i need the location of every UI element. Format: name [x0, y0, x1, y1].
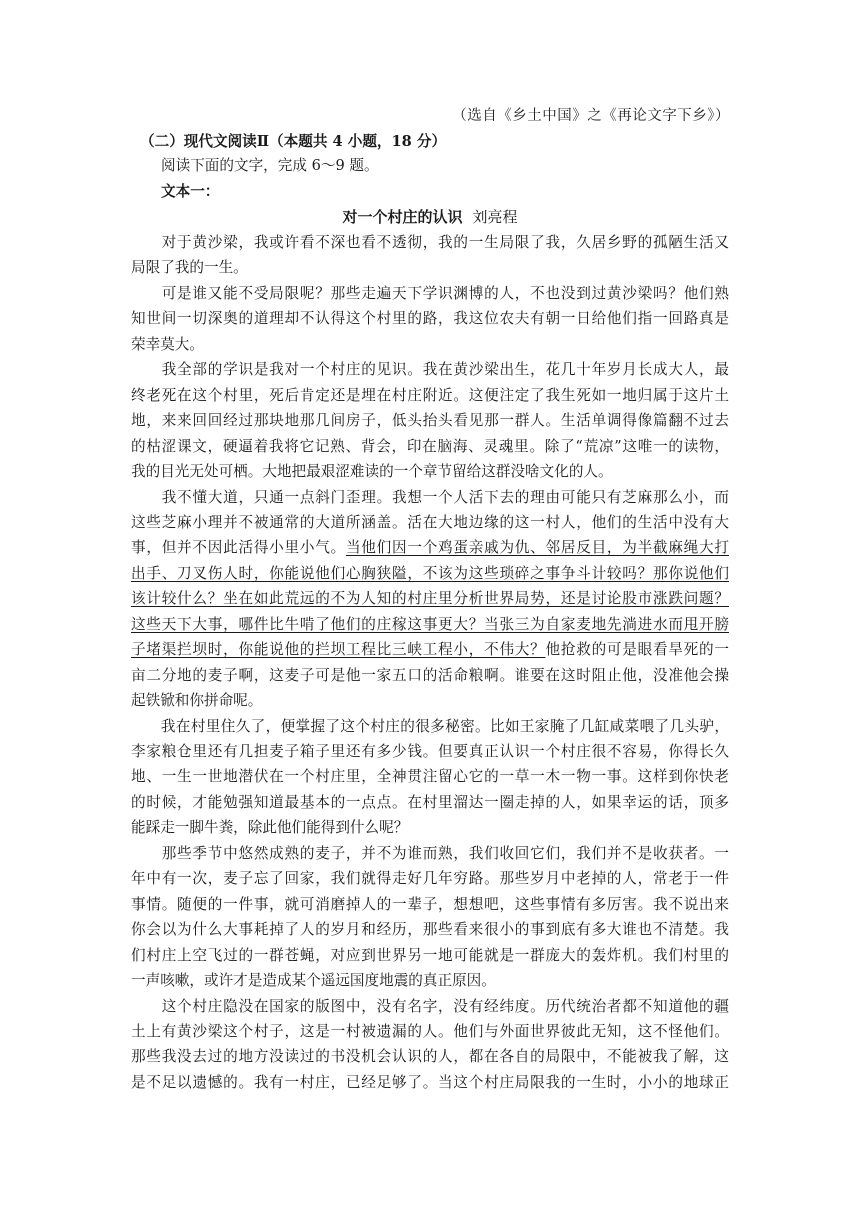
body-line: 知世间一切深奥的道理却不认得这个村里的路，我这位农夫有朝一日给他们指一回路真是	[131, 310, 729, 328]
body-line: 这些芝麻小理并不被通常的大道所涵盖。活在大地边缘的这一村人，他们的生活中没有大	[131, 513, 729, 531]
underlined-passage: 该计较什么？坐在如此荒远的不为人知的村庄里分析世界局势，还是讨论股市涨跌问题？	[131, 590, 729, 608]
body-line	[131, 613, 729, 637]
body-line: 那些季节中悠然成熟的麦子，并不为谁而熟，我们收回它们，我们并不是收获者。一	[131, 844, 729, 862]
body-line	[131, 587, 729, 611]
body-line: 地、一生一世地潜伏在一个村庄里，全神贯注留心它的一草一木一物一事。这样到你快老	[131, 768, 729, 786]
body-line: 土上有黄沙梁这个村子，这是一村被遗漏的人。他们与外面世界彼此无知，这不怪他们。	[131, 1022, 729, 1040]
body-line: 我在村里住久了，便掌握了这个村庄的很多秘密。比如王家腌了几缸咸菜喂了几头驴，	[131, 717, 729, 735]
body-line	[131, 638, 729, 662]
body-line: 起铁锨和你拼命呢。	[131, 692, 263, 710]
body-line: 荣幸莫大。	[131, 335, 204, 353]
body-line: 我全部的学识是我对一个村庄的见识。我在黄沙梁出生，花几十年岁月长成大人，最	[131, 361, 729, 379]
article-title: 对一个村庄的认识	[342, 208, 463, 226]
body-line: 这个村庄隐没在国家的版图中，没有名字，没有经纬度。历代统治者都不知道他的疆	[131, 997, 729, 1015]
body-line: 是不足以遗憾的。我有一村庄，已经足够了。当这个村庄局限我的一生时，小小的地球正	[131, 1073, 729, 1091]
body-line: 李家粮仓里还有几担麦子箱子里还有多少钱。但要真正认识一个村庄很不容易，你得长久	[131, 743, 729, 760]
body-line: 年中有一次，麦子忘了回家，我们就得走好几年穷路。那些岁月中老掉的人，常老于一件	[131, 870, 729, 888]
underlined-passage: 子堵渠拦坝时，你能说他的拦坝工程比三峡工程小，不伟大？	[131, 641, 546, 659]
body-line: 的枯涩课文，硬逼着我将它记熟、背会，印在脑海、灵魂里。除了“荒凉”这唯一的读物，	[131, 437, 729, 455]
article-title-block	[0, 206, 860, 227]
line-text: 他抢救的可是眼看旱死的一	[545, 641, 729, 659]
source-note: （选自《乡土中国》之《再论文字下乡》）	[452, 108, 730, 124]
body-line: 对于黄沙梁，我或许看不深也看不透彻，我的一生局限了我，久居乡野的孤陋生活又	[131, 234, 729, 251]
body-line: 事情。随便的一件事，就可消磨掉人的一辈子，想想吧，这些事情有多厉害。我不说出来	[131, 895, 729, 913]
body-line: 那些我没去过的地方没读过的书没机会认识的人，都在各自的局限中，不能被我了解，这	[131, 1048, 729, 1066]
body-line: 亩二分地的麦子啊，这麦子可是他一家五口的活命粮啊。谁要在这时阻止他，没准他会操	[131, 666, 729, 684]
section-heading: （二）现代文阅读Ⅱ（本题共 4 小题，18 分）	[140, 133, 447, 150]
body-line	[131, 562, 729, 586]
body-line: 我不懂大道，只通一点斜门歪理。我想一个人活下去的理由可能只有芝麻那么小，而	[131, 488, 729, 506]
text-label: 文本一：	[161, 183, 220, 200]
underlined-passage: 当他们因一个鸡蛋亲戚为仇、邻居反目，为半截麻绳大打	[345, 539, 729, 557]
body-line: 你会以为什么大事耗掉了人的岁月和经历，那些看来很小的事到底有多大谁也不清楚。我	[131, 921, 729, 939]
instruction-text: 阅读下面的文字，完成 6～9 题。	[161, 157, 379, 174]
body-line: 们村庄上空飞过的一群苍蝇，对应到世界另一地可能就是一群庞大的轰炸机。我们村里的	[131, 946, 729, 964]
body-line: 一声咳嗽，或许才是造成某个遥远国度地震的真正原因。	[131, 972, 496, 990]
line-text: 事，但并不因此活得小里小气。	[131, 539, 346, 557]
underlined-passage: 这些天下大事，哪件比牛啃了他们的庄稼这事更大？当张三为自家麦地先淌进水而甩开膀	[131, 615, 729, 633]
body-line: 终老死在这个村里，死后肯定还是埋在村庄附近。这便注定了我生死如一地归属于这片土	[131, 386, 729, 404]
body-line: 可是谁又能不受局限呢？那些走遍天下学识渊博的人，不也没到过黄沙梁吗？他们熟	[131, 284, 729, 302]
body-line	[131, 536, 729, 560]
body-line: 我的目光无处可栖。大地把最艰涩难读的一个章节留给这群没啥文化的人。	[131, 463, 613, 481]
article-author: 刘亮程	[472, 208, 518, 226]
body-line: 能踩走一脚牛粪，除此他们能得到什么呢？	[131, 819, 409, 837]
body-line: 局限了我的一生。	[131, 259, 248, 277]
underlined-passage: 出手、刀叉伤人时，你能说他们心胸狭隘，不该为这些琐碎之事争斗计较吗？那你说他们	[131, 564, 729, 582]
body-line: 地，来来回回经过那块地那几间房子，低头抬头看见那一群人。生活单调得像篇翻不过去	[131, 412, 729, 430]
body-line: 的时候，才能勉强知道最基本的一点点。在村里溜达一圈走掉的人，如果幸运的话，顶多	[131, 793, 729, 811]
